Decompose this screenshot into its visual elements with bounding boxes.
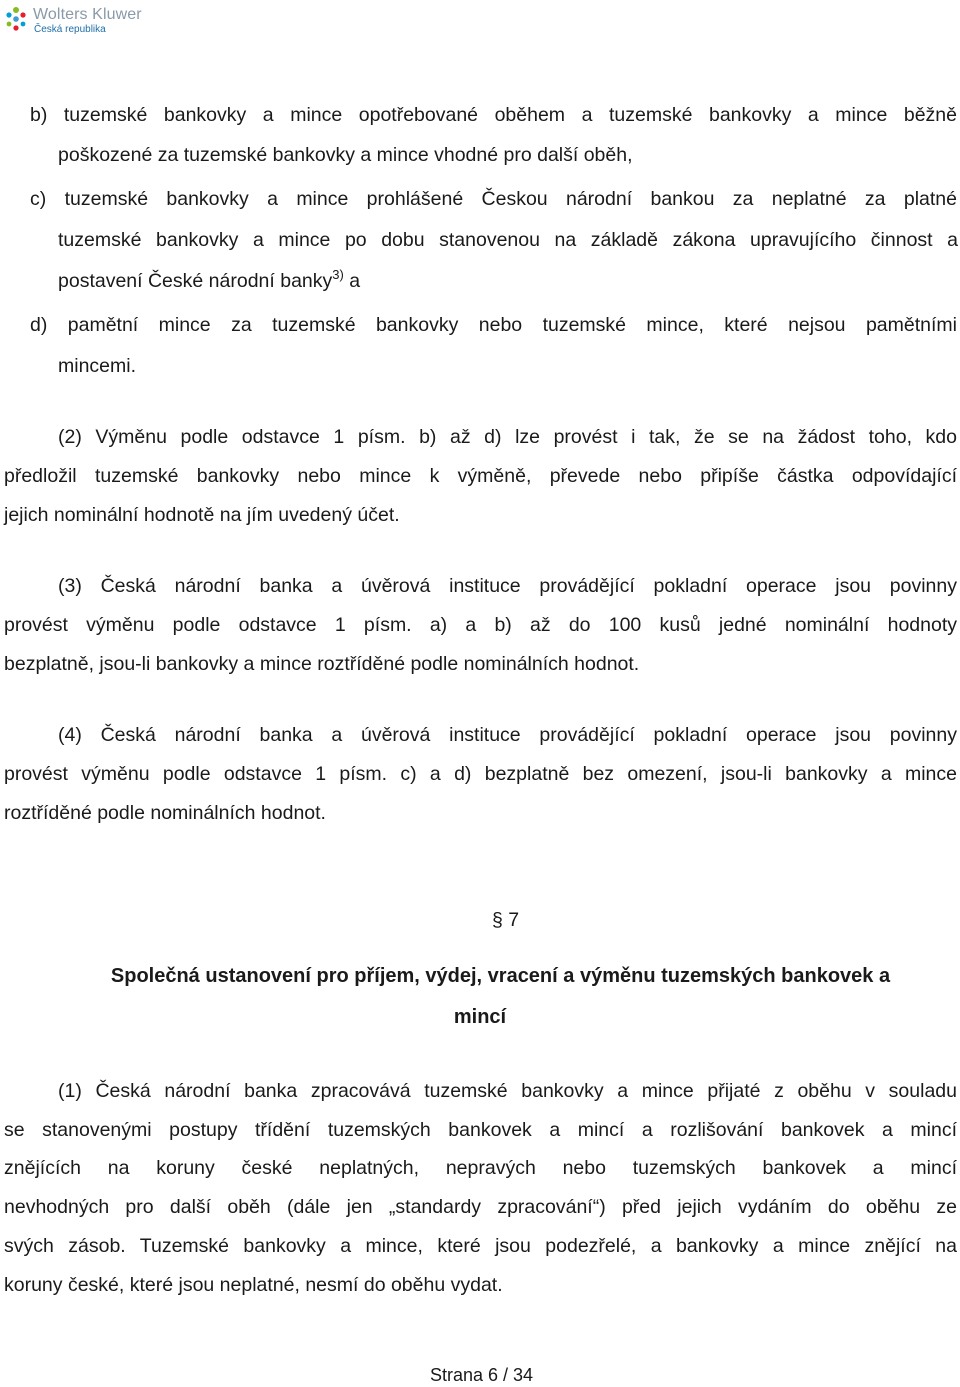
page-number: Strana 6 / 34 <box>429 1365 534 1385</box>
section-number: § 7 <box>491 909 520 931</box>
section-para-1-line-2: se stanovenými postupy třídění tuzemských bankovek a mincí a rozlišování bankovek a mincí <box>4 1119 957 1141</box>
para-3-line-3: bezplatně, jsou-li bankovky a mince roztříděné podle nominálních hodnot. <box>4 653 640 675</box>
wolters-kluwer-logo-icon <box>4 6 28 34</box>
item-c-line-3-text: postavení České národní banky <box>58 270 333 292</box>
para-3-line-1: (3) Česká národní banka a úvěrová instituce provádějící pokladní operace jsou povinny <box>58 575 957 597</box>
section-para-1-line-3: znějících na koruny české neplatných, nepravých nebo tuzemských bankovek a mincí <box>4 1157 957 1179</box>
item-b-line-1: b) tuzemské bankovky a mince opotřebované oběhem a tuzemské bankovky a mince běžně <box>30 104 957 126</box>
para-4-line-1: (4) Česká národní banka a úvěrová instituce provádějící pokladní operace jsou povinny <box>58 724 957 746</box>
section-para-1-line-6: koruny české, které jsou neplatné, nesmí do oběhu vydat. <box>4 1274 503 1296</box>
logo-text: Wolters Kluwer <box>33 6 142 23</box>
section-para-1-line-1: (1) Česká národní banka zpracovává tuzemské bankovky a mince přijaté z oběhu v souladu <box>58 1080 957 1102</box>
item-c-line-3-tail: a <box>343 270 361 292</box>
item-b-line-2: poškozené za tuzemské bankovky a mince vhodné pro další oběh, <box>58 144 633 166</box>
para-2-line-3: jejich nominální hodnotě na jím uvedený účet. <box>4 504 400 526</box>
para-2-line-2: předložil tuzemské bankovky nebo mince k výměně, převede nebo připíše částka odpovídající <box>4 465 957 487</box>
para-2-line-1: (2) Výměnu podle odstavce 1 písm. b) až d) lze provést i tak, že se na žádost toho, kdo <box>58 426 957 448</box>
section-title-line-1: Společná ustanovení pro příjem, výdej, vracení a výměnu tuzemských bankovek a <box>110 965 891 987</box>
item-c-line-1: c) tuzemské bankovky a mince prohlášené Českou národní bankou za neplatné za platné <box>30 188 957 210</box>
item-c-line-3 <box>58 269 360 293</box>
section-para-1-line-5: svých zásob. Tuzemské bankovky a mince, které jsou podezřelé, a bankovky a mince znějící na <box>4 1235 957 1257</box>
item-c-line-2: tuzemské bankovky a mince po dobu stanovenou na základě zákona upravujícího činnost a <box>58 229 958 251</box>
publisher-logo <box>4 4 144 38</box>
section-title-line-2: mincí <box>453 1006 507 1028</box>
item-d-line-2: mincemi. <box>58 355 137 377</box>
para-3-line-2: provést výměnu podle odstavce 1 písm. a) a b) až do 100 kusů jedné nominální hodnoty <box>4 614 957 636</box>
section-para-1-line-4: nevhodných pro další oběh (dále jen „standardy zpracování“) před jejich vydáním do oběhu ze <box>4 1196 957 1218</box>
item-d-line-1: d) pamětní mince za tuzemské bankovky nebo tuzemské mince, které nejsou pamětními <box>30 314 957 336</box>
para-4-line-3: roztříděné podle nominálních hodnot. <box>4 802 326 824</box>
footnote-ref-3[interactable]: 3) <box>332 267 344 282</box>
para-4-line-2: provést výměnu podle odstavce 1 písm. c) a d) bezplatně bez omezení, jsou-li bankovky a mince <box>4 763 957 785</box>
logo-subtitle: Česká republika <box>34 24 106 35</box>
